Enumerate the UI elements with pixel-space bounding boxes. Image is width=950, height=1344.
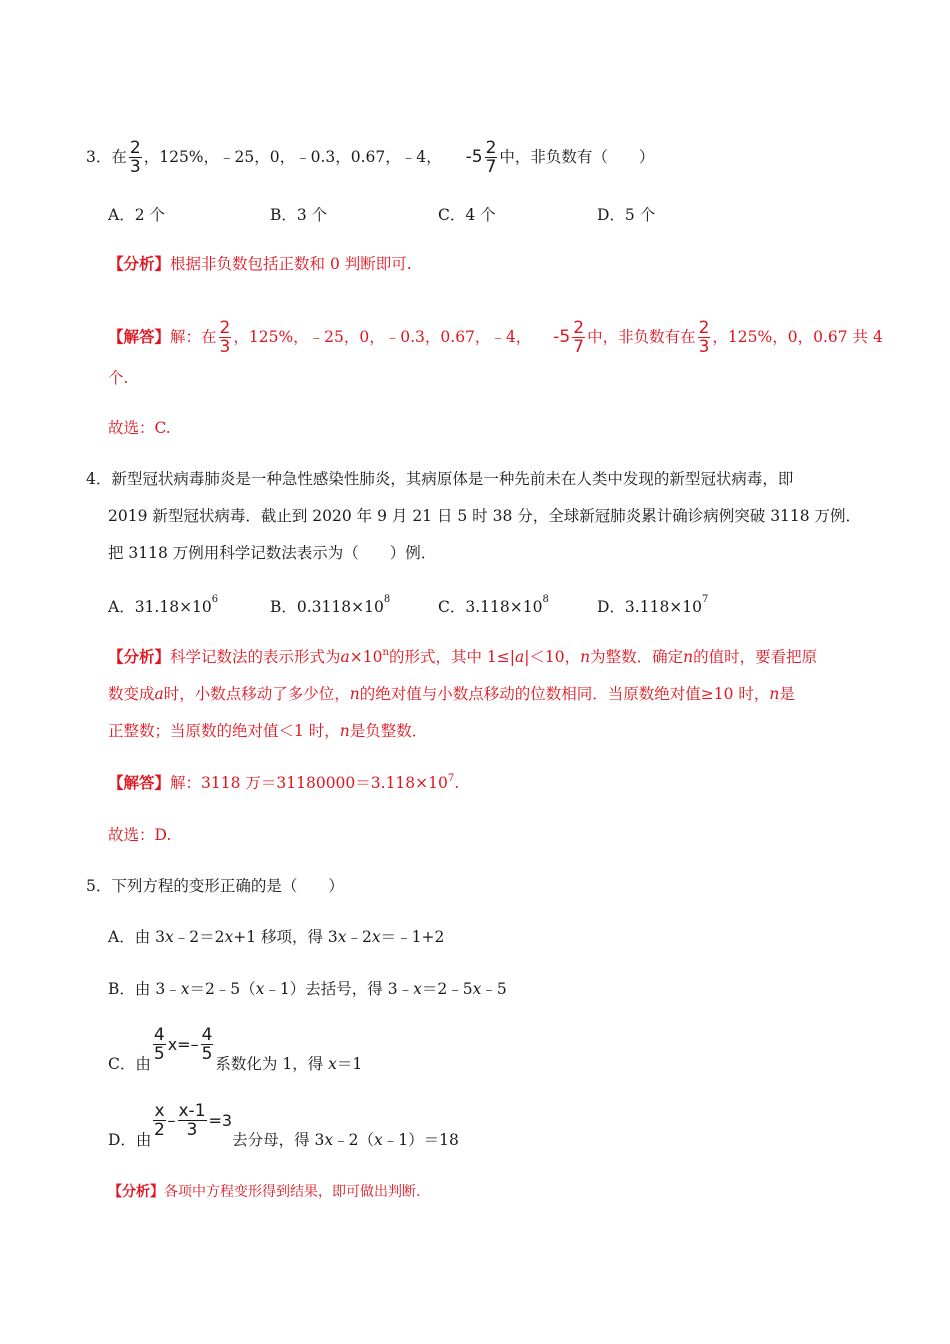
minus-sign: – xyxy=(167,1110,176,1130)
numerator: 2 xyxy=(219,317,231,338)
numerator: 2 xyxy=(698,317,710,338)
q3-answer-line2: 个. xyxy=(108,369,129,387)
q3-option-a: A．2 个 xyxy=(108,206,165,224)
q4-answer: 【解答】 解：3118 万＝31180000＝3.118×10 $^7$ . xyxy=(108,773,460,792)
fraction-x-over-2: $\frac{x}{2}$ xyxy=(154,1101,165,1140)
whole-part: -5 xyxy=(553,327,571,347)
fraction-four-fifths: $\frac{4}{5}$ xyxy=(201,1025,213,1064)
answer-tag: 【解答】 xyxy=(108,327,171,346)
analysis-tag: 【分析】 xyxy=(108,254,171,273)
q5-option-b: B．由 3﹣ x ＝2﹣5（ x ﹣1）去括号，得 3﹣ x ＝2﹣5 x ﹣5 xyxy=(108,980,507,998)
q4-stem-line1: 4．新型冠状病毒肺炎是一种急性感染性肺炎，其病原体是一种先前未在人类中发现的新型冠状病毒，即 xyxy=(86,470,794,488)
q3-stem xyxy=(86,132,654,182)
q3-choice: 故选：C. xyxy=(108,419,171,437)
denominator: 7 xyxy=(573,336,585,357)
fraction-x-minus-1-over-3: $\frac{x-1}{3}$ xyxy=(178,1101,206,1140)
q4-option-b: B．$0.3118\times 10^8$ xyxy=(270,593,391,616)
fraction-two-thirds xyxy=(698,319,711,356)
answer-text-tail: ，125%，0，0.67 共 4 xyxy=(712,328,883,346)
q3-option-d: D．5 个 xyxy=(597,206,656,224)
equals-three: =3 xyxy=(208,1110,233,1130)
q5-option-c: C．由 $\frac{4}{5}$ x=– $\frac{4}{5}$ 系数化为 1，得 x＝1 xyxy=(108,1025,363,1073)
answer-text-pre: 解：在 xyxy=(170,328,217,346)
exponent: 7 xyxy=(702,593,709,605)
q3-text-tail: 中，非负数有（ ） xyxy=(499,148,655,166)
numerator: 2 xyxy=(129,137,141,158)
numerator: 2 xyxy=(485,137,497,158)
q3-analysis xyxy=(108,254,412,274)
denominator: 7 xyxy=(485,156,497,177)
denominator: 3 xyxy=(129,156,141,177)
q4-stem-line2: 2019 新型冠状病毒．截止到 2020 年 9 月 21 日 5 时 38 分，全球新冠肺炎累计确诊病例突破 3118 万例． xyxy=(108,507,862,525)
q3-text-pre: 在 xyxy=(111,148,127,166)
exponent: 8 xyxy=(542,593,549,605)
q4-option-c: C．$3.118\times 10^8$ xyxy=(438,593,549,616)
mixed-number-neg5-2-7 xyxy=(553,319,587,356)
q3-number-list: ，125%，﹣25，0，﹣0.3，0.67，﹣4， xyxy=(143,148,442,166)
fraction-four-fifths: $\frac{4}{5}$ xyxy=(153,1025,165,1064)
q4-choice: 故选：D. xyxy=(108,826,172,844)
exponent: 8 xyxy=(383,593,391,605)
mixed-number-neg5-2-7 xyxy=(466,139,500,176)
analysis-tag: 【分析】 xyxy=(108,647,171,666)
q4-option-a: A．$31.18\times 10^6$ xyxy=(108,593,219,616)
q3-option-b: B．3 个 xyxy=(270,206,328,224)
denominator: 3 xyxy=(698,336,710,357)
question-number: 3． xyxy=(86,148,112,166)
fraction-two-thirds xyxy=(219,319,232,356)
exponent: 6 xyxy=(211,593,219,605)
q5-option-d: D．由 $\frac{x}{2}$ – $\frac{x-1}{3}$ =3 去分母，得 3x﹣2（x﹣1）＝18 xyxy=(108,1101,459,1149)
q5-stem: 5．下列方程的变形正确的是（ ） xyxy=(86,877,344,895)
q3-option-c: C．4 个 xyxy=(438,206,496,224)
q3-answer xyxy=(108,312,883,362)
q4-analysis-line3: 正整数；当原数的绝对值＜1 时， n 是负整数． xyxy=(108,722,428,740)
equation-text: x=– xyxy=(167,1034,199,1054)
answer-tag: 【解答】 xyxy=(108,773,171,792)
analysis-text: 各项中方程变形得到结果，即可做出判断. xyxy=(164,1184,421,1200)
q5-analysis xyxy=(108,1182,420,1202)
q4-analysis-line2: 数变成 a 时，小数点移动了多少位， n 的绝对值与小数点移动的位数相同．当原数绝对值≥10 时， n 是 xyxy=(108,685,795,703)
q4-analysis-line1: 【分析】 科学记数法的表示形式为 a ×10 $^n$ 的形式，其中 1≤| a |＜10， n 为整数．确定 n 的值时，要看把原 xyxy=(108,647,818,666)
q5-option-a: A．由 3 x ﹣2＝2 x +1 移项，得 3 x ﹣2 x ＝﹣1+2 xyxy=(108,928,445,946)
denominator: 3 xyxy=(219,336,231,357)
whole-part: -5 xyxy=(465,147,483,167)
numerator: 2 xyxy=(573,317,585,338)
q4-option-d: D．$3.118\times 10^7$ xyxy=(597,593,709,616)
answer-text-mid: 中，非负数有在 xyxy=(587,328,696,346)
analysis-tag: 【分析】 xyxy=(108,1184,164,1200)
answer-number-list: ，125%，﹣25，0，﹣0.3，0.67，﹣4， xyxy=(233,328,532,346)
analysis-text: 根据非负数包括正数和 0 判断即可. xyxy=(170,255,412,273)
fraction-two-thirds xyxy=(129,139,142,176)
q4-stem-line3: 把 3118 万例用科学记数法表示为（ ）例． xyxy=(108,544,437,562)
